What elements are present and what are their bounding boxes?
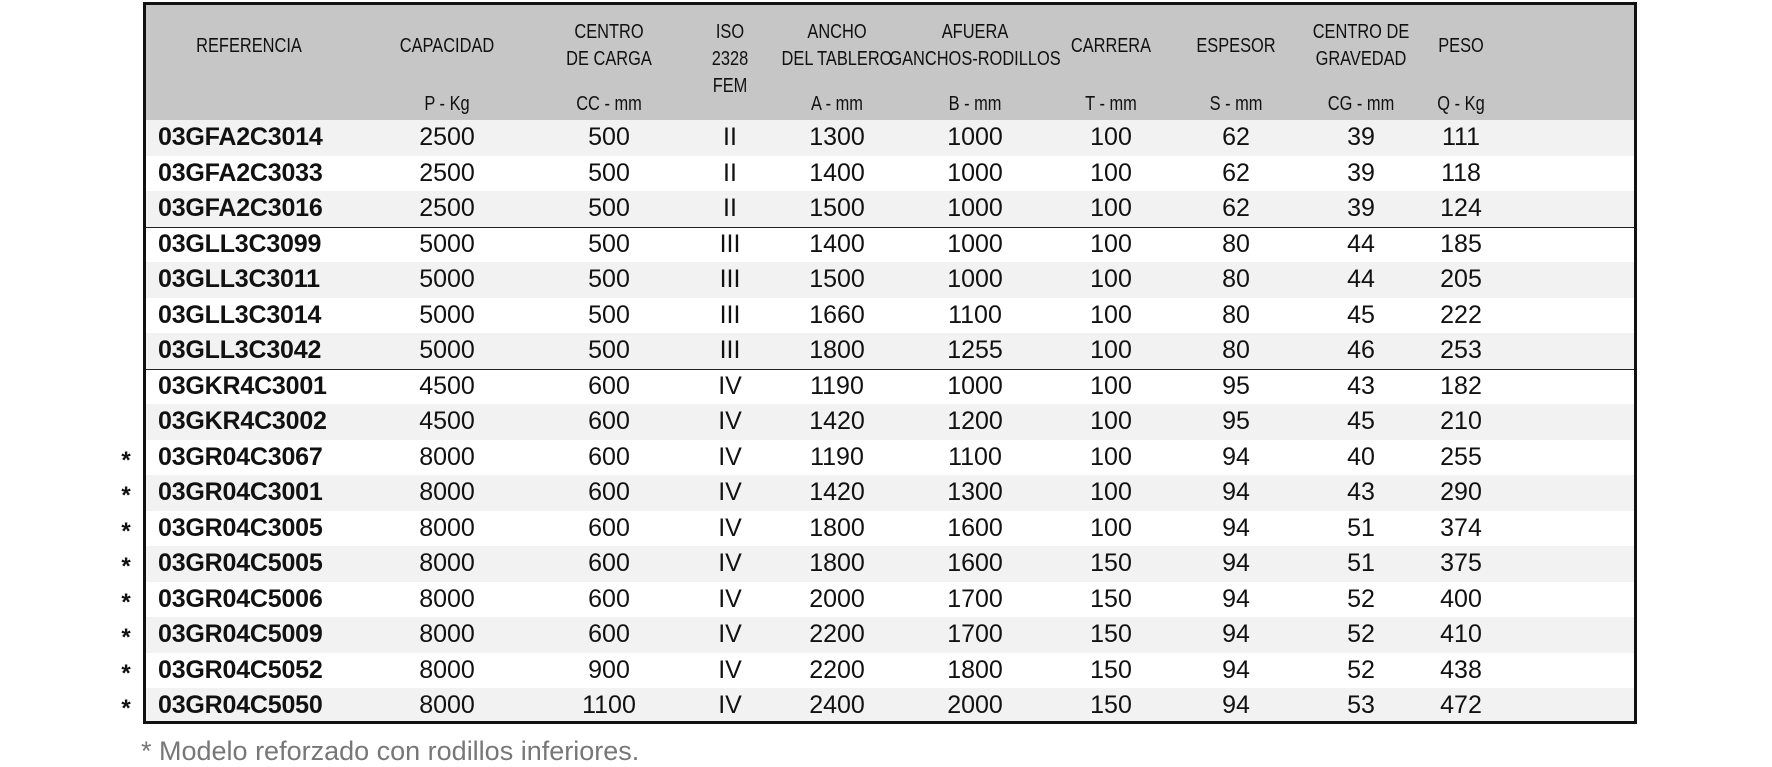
cell-iso: IV <box>718 584 742 613</box>
cell-peso: 255 <box>1440 442 1482 471</box>
cell-iso: II <box>723 123 737 151</box>
header-afuera-line2: GANCHOS-RODILLOS <box>889 48 1061 70</box>
cell-peso: 410 <box>1440 620 1482 648</box>
cell-capacidad: 2500 <box>419 123 475 151</box>
header-peso <box>1363 33 1560 60</box>
cell-referencia: 03GLL3C3011 <box>158 265 320 293</box>
header-espesor-unit: S - mm <box>1209 93 1263 115</box>
cell-centro-de-carga: 500 <box>588 123 630 151</box>
cell-iso: IV <box>718 513 742 542</box>
cell-iso: IV <box>718 371 742 400</box>
cell-carrera: 100 <box>1090 300 1132 329</box>
cell-carrera: 150 <box>1090 620 1132 648</box>
cell-carrera: 100 <box>1090 158 1132 187</box>
cell-centro-gravedad: 43 <box>1347 478 1375 506</box>
cell-peso: 400 <box>1440 584 1482 613</box>
cell-espesor: 95 <box>1222 407 1250 435</box>
cell-capacidad: 8000 <box>419 442 475 471</box>
cell-capacidad: 8000 <box>419 620 475 648</box>
header-centro-de-carga-unit: CC - mm <box>576 93 642 115</box>
cell-espesor: 94 <box>1222 442 1250 471</box>
cell-ancho: 1420 <box>809 407 865 435</box>
footnote: * Modelo reforzado con rodillos inferiores. <box>141 736 640 766</box>
cell-espesor: 80 <box>1222 229 1250 258</box>
cell-centro-gravedad: 52 <box>1347 620 1375 648</box>
cell-referencia: 03GR04C5052 <box>158 655 323 684</box>
header-carrera-line1: CARRERA <box>1070 35 1152 57</box>
cell-peso: 438 <box>1440 655 1482 684</box>
cell-afuera: 1000 <box>947 229 1003 258</box>
header-referencia <box>151 33 348 60</box>
group-separator <box>146 227 1634 228</box>
table-row <box>146 440 1634 476</box>
table-row <box>146 298 1634 334</box>
cell-espesor: 80 <box>1222 300 1250 329</box>
cell-referencia: 03GLL3C3014 <box>158 300 322 329</box>
asterisk-marker: * <box>121 517 131 545</box>
cell-afuera: 1700 <box>947 584 1003 613</box>
cell-ancho: 1500 <box>809 194 865 222</box>
header-ancho-line1: ANCHO <box>807 21 867 43</box>
cell-ancho: 1500 <box>809 265 865 293</box>
cell-espesor: 95 <box>1222 371 1250 400</box>
cell-referencia: 03GR04C5005 <box>158 549 323 577</box>
cell-capacidad: 8000 <box>419 478 475 506</box>
cell-afuera: 1600 <box>947 549 1003 577</box>
cell-capacidad: 5000 <box>419 336 475 364</box>
cell-iso: IV <box>718 691 742 719</box>
cell-iso: III <box>719 300 741 329</box>
cell-afuera: 1100 <box>948 300 1002 329</box>
cell-afuera: 1000 <box>947 194 1003 222</box>
table-row <box>146 653 1634 689</box>
cell-espesor: 62 <box>1222 194 1250 222</box>
table-header <box>146 5 1634 120</box>
cell-afuera: 1000 <box>947 371 1003 400</box>
cell-afuera: 2000 <box>947 691 1003 719</box>
cell-centro-gravedad: 39 <box>1347 123 1375 151</box>
header-carrera-unit: T - mm <box>1085 93 1137 115</box>
table-row <box>146 546 1634 582</box>
cell-capacidad: 5000 <box>419 265 475 293</box>
spec-table <box>143 2 1637 724</box>
cell-iso: III <box>719 229 741 258</box>
cell-espesor: 94 <box>1222 584 1250 613</box>
header-centro-de-carga-line2: DE CARGA <box>566 48 652 70</box>
cell-carrera: 150 <box>1090 584 1132 613</box>
asterisk-marker: * <box>121 659 131 687</box>
cell-peso: 253 <box>1440 336 1482 364</box>
cell-peso: 182 <box>1440 371 1482 400</box>
cell-centro-de-carga: 600 <box>588 513 630 542</box>
cell-iso: III <box>719 265 741 293</box>
cell-capacidad: 8000 <box>419 655 475 684</box>
cell-ancho: 1190 <box>810 371 864 400</box>
cell-iso: IV <box>718 442 742 471</box>
cell-carrera: 100 <box>1090 371 1132 400</box>
cell-centro-de-carga: 500 <box>588 300 630 329</box>
cell-capacidad: 2500 <box>419 194 475 222</box>
cell-centro-gravedad: 39 <box>1347 194 1375 222</box>
cell-referencia: 03GR04C5050 <box>158 691 323 719</box>
cell-peso: 222 <box>1440 300 1482 329</box>
cell-centro-de-carga: 600 <box>588 442 630 471</box>
cell-referencia: 03GKR4C3001 <box>158 371 327 400</box>
cell-centro-de-carga: 600 <box>588 584 630 613</box>
header-espesor-line1: ESPESOR <box>1196 35 1276 57</box>
cell-centro-gravedad: 51 <box>1347 513 1375 542</box>
asterisk-marker: * <box>121 553 131 580</box>
cell-carrera: 100 <box>1090 194 1132 222</box>
cell-capacidad: 4500 <box>419 407 475 435</box>
cell-capacidad: 4500 <box>419 371 475 400</box>
cell-carrera: 100 <box>1090 123 1132 151</box>
cell-capacidad: 8000 <box>419 691 475 719</box>
cell-ancho: 1400 <box>809 158 865 187</box>
cell-centro-gravedad: 51 <box>1347 549 1375 577</box>
cell-espesor: 94 <box>1222 549 1250 577</box>
cell-centro-gravedad: 52 <box>1347 655 1375 684</box>
cell-peso: 210 <box>1440 407 1482 435</box>
cell-peso: 205 <box>1440 265 1482 293</box>
asterisk-marker: * <box>121 446 131 474</box>
header-afuera-unit: B - mm <box>948 93 1002 115</box>
cell-espesor: 94 <box>1222 691 1250 719</box>
cell-peso: 375 <box>1440 549 1482 577</box>
cell-centro-de-carga: 500 <box>588 229 630 258</box>
cell-ancho: 2000 <box>809 584 865 613</box>
cell-referencia: 03GFA2C3014 <box>158 123 323 151</box>
cell-capacidad: 5000 <box>419 300 475 329</box>
cell-centro-de-carga: 1100 <box>582 691 636 719</box>
header-capacidad-line1: CAPACIDAD <box>399 35 495 57</box>
cell-centro-de-carga: 600 <box>588 549 630 577</box>
cell-ancho: 2400 <box>809 691 865 719</box>
header-iso-line2: 2328 <box>711 48 749 70</box>
cell-carrera: 100 <box>1090 407 1132 435</box>
cell-centro-de-carga: 600 <box>588 620 630 648</box>
table-row <box>146 688 1634 724</box>
cell-centro-gravedad: 45 <box>1347 300 1375 329</box>
cell-referencia: 03GR04C3067 <box>158 442 323 471</box>
header-referencia-line1: REFERENCIA <box>196 35 302 57</box>
table-row <box>146 333 1634 369</box>
cell-carrera: 100 <box>1090 513 1132 542</box>
asterisk-marker: * <box>121 624 131 651</box>
cell-afuera: 1700 <box>947 620 1003 648</box>
cell-ancho: 1800 <box>809 513 865 542</box>
group-separator <box>146 369 1634 370</box>
cell-carrera: 100 <box>1090 478 1132 506</box>
header-capacidad-unit: P - Kg <box>424 93 470 115</box>
asterisk-marker: * <box>121 482 131 509</box>
header-centro-gravedad-line1: CENTRO DE <box>1312 21 1410 43</box>
cell-ancho: 1300 <box>809 123 865 151</box>
cell-centro-de-carga: 600 <box>588 371 630 400</box>
table-row <box>146 511 1634 547</box>
cell-iso: IV <box>718 655 742 684</box>
cell-espesor: 94 <box>1222 655 1250 684</box>
cell-carrera: 100 <box>1090 265 1132 293</box>
cell-ancho: 2200 <box>809 655 865 684</box>
cell-carrera: 150 <box>1090 549 1132 577</box>
header-centro-gravedad-line2: GRAVEDAD <box>1315 48 1407 70</box>
cell-iso: III <box>719 336 741 364</box>
cell-peso: 111 <box>1441 123 1480 151</box>
cell-espesor: 62 <box>1222 123 1250 151</box>
table-row <box>146 369 1634 405</box>
cell-centro-de-carga: 500 <box>588 158 630 187</box>
cell-espesor: 80 <box>1222 336 1250 364</box>
header-afuera-line1: AFUERA <box>941 21 1009 43</box>
table-row <box>146 227 1634 263</box>
cell-peso: 118 <box>1441 158 1481 187</box>
cell-ancho: 1420 <box>809 478 865 506</box>
cell-afuera: 1600 <box>947 513 1003 542</box>
header-iso-line3: FEM <box>712 75 748 97</box>
cell-peso: 124 <box>1440 194 1482 222</box>
header-peso-unit: Q - Kg <box>1437 93 1485 115</box>
asterisk-marker: * <box>121 588 131 616</box>
header-ancho-unit: A - mm <box>811 93 863 115</box>
cell-capacidad: 8000 <box>419 549 475 577</box>
header-peso-line1: PESO <box>1438 35 1484 57</box>
cell-carrera: 150 <box>1090 691 1132 719</box>
cell-centro-de-carga: 500 <box>588 265 630 293</box>
table-row <box>146 475 1634 511</box>
table-row <box>146 582 1634 618</box>
header-centro-de-carga-line1: CENTRO <box>574 21 644 43</box>
cell-referencia: 03GKR4C3002 <box>158 407 327 435</box>
header-centro-gravedad-unit: CG - mm <box>1327 93 1395 115</box>
cell-centro-de-carga: 500 <box>588 194 630 222</box>
cell-iso: II <box>723 194 737 222</box>
cell-afuera: 1300 <box>947 478 1003 506</box>
cell-espesor: 80 <box>1222 265 1250 293</box>
cell-centro-gravedad: 43 <box>1347 371 1375 400</box>
table-row <box>146 120 1634 156</box>
cell-capacidad: 5000 <box>419 229 475 258</box>
cell-afuera: 1800 <box>947 655 1003 684</box>
cell-ancho: 2200 <box>809 620 865 648</box>
cell-afuera: 1255 <box>947 336 1003 364</box>
asterisk-marker: * <box>121 695 131 722</box>
cell-afuera: 1000 <box>947 265 1003 293</box>
cell-referencia: 03GLL3C3099 <box>158 229 322 258</box>
cell-afuera: 1000 <box>947 158 1003 187</box>
cell-iso: IV <box>718 620 742 648</box>
cell-espesor: 62 <box>1222 158 1250 187</box>
cell-referencia: 03GR04C5006 <box>158 584 323 613</box>
cell-peso: 472 <box>1440 691 1482 719</box>
cell-centro-de-carga: 900 <box>588 655 630 684</box>
cell-referencia: 03GLL3C3042 <box>158 336 322 364</box>
cell-centro-gravedad: 40 <box>1347 442 1375 471</box>
cell-centro-de-carga: 500 <box>588 336 630 364</box>
cell-centro-gravedad: 53 <box>1347 691 1375 719</box>
cell-espesor: 94 <box>1222 478 1250 506</box>
cell-peso: 290 <box>1440 478 1482 506</box>
cell-iso: IV <box>718 549 742 577</box>
cell-peso: 185 <box>1440 229 1482 258</box>
cell-iso: IV <box>718 478 742 506</box>
cell-iso: II <box>723 158 737 187</box>
cell-capacidad: 2500 <box>419 158 475 187</box>
table-row <box>146 617 1634 653</box>
cell-capacidad: 8000 <box>419 584 475 613</box>
table-row <box>146 262 1634 298</box>
table-row <box>146 191 1634 227</box>
cell-centro-gravedad: 46 <box>1347 336 1375 364</box>
cell-referencia: 03GFA2C3033 <box>158 158 323 187</box>
cell-centro-gravedad: 39 <box>1347 158 1375 187</box>
cell-centro-gravedad: 45 <box>1347 407 1375 435</box>
cell-centro-gravedad: 44 <box>1347 229 1375 258</box>
cell-peso: 374 <box>1440 513 1482 542</box>
cell-iso: IV <box>718 407 742 435</box>
cell-espesor: 94 <box>1222 620 1250 648</box>
cell-ancho: 1660 <box>809 300 865 329</box>
table-row <box>146 156 1634 192</box>
cell-carrera: 100 <box>1090 336 1132 364</box>
table-row <box>146 404 1634 440</box>
header-iso-line1: ISO <box>715 21 745 43</box>
cell-centro-gravedad: 52 <box>1347 584 1375 613</box>
cell-capacidad: 8000 <box>419 513 475 542</box>
cell-ancho: 1800 <box>809 549 865 577</box>
cell-referencia: 03GFA2C3016 <box>158 194 323 222</box>
cell-espesor: 94 <box>1222 513 1250 542</box>
cell-afuera: 1100 <box>948 442 1002 471</box>
cell-referencia: 03GR04C3005 <box>158 513 323 542</box>
cell-carrera: 100 <box>1090 229 1132 258</box>
cell-referencia: 03GR04C3001 <box>158 478 323 506</box>
header-ancho-line2: DEL TABLERO <box>781 48 893 70</box>
cell-carrera: 150 <box>1090 655 1132 684</box>
cell-centro-gravedad: 44 <box>1347 265 1375 293</box>
cell-ancho: 1400 <box>809 229 865 258</box>
cell-afuera: 1000 <box>947 123 1003 151</box>
cell-afuera: 1200 <box>947 407 1003 435</box>
cell-carrera: 100 <box>1090 442 1132 471</box>
cell-ancho: 1190 <box>810 442 864 471</box>
cell-ancho: 1800 <box>809 336 865 364</box>
cell-referencia: 03GR04C5009 <box>158 620 323 648</box>
cell-centro-de-carga: 600 <box>588 407 630 435</box>
cell-centro-de-carga: 600 <box>588 478 630 506</box>
